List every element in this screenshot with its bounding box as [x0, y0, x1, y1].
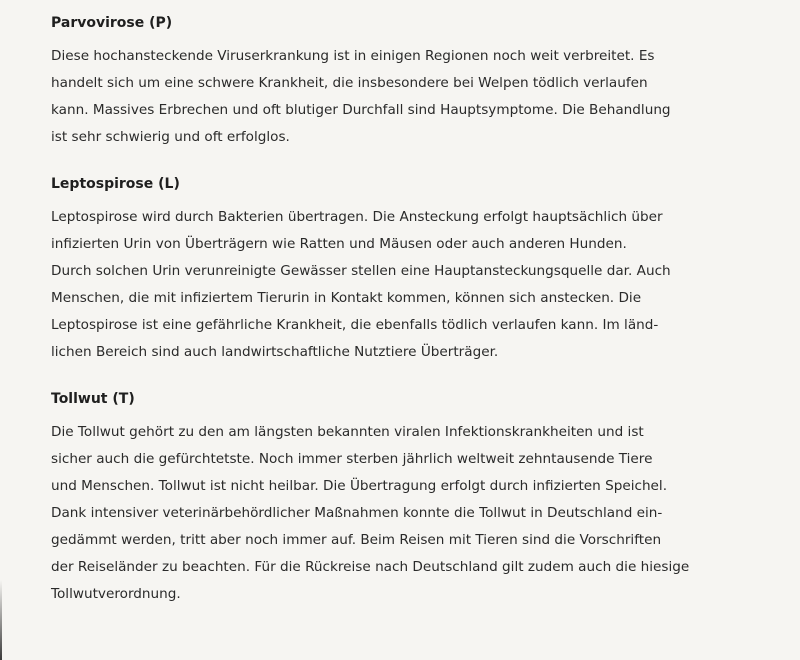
- paragraph-line: sicher auch die gefürchtetste. Noch immer sterben jährlich weltweit zehntausende Tiere: [51, 451, 653, 467]
- paragraph-line: kann. Massives Erbrechen und oft blutiger Durchfall sind Hauptsymptome. Die Behandlung: [51, 102, 671, 118]
- section-tollwut: [51, 388, 760, 608]
- paragraph-line: Leptospirose wird durch Bakterien übertragen. Die Ansteckung erfolgt hauptsächlich über: [51, 209, 663, 225]
- paragraph-line: ist sehr schwierig und oft erfolglos.: [51, 129, 290, 145]
- paragraph-line: lichen Bereich sind auch landwirtschaftliche Nutztiere Überträger.: [51, 344, 499, 360]
- paragraph-line: Diese hochansteckende Viruserkrankung ist in einigen Regionen noch weit verbreitet. Es: [51, 48, 655, 64]
- scan-edge-shadow: [0, 580, 2, 660]
- paragraph-line: Durch solchen Urin verunreinigte Gewässer stellen eine Hauptansteckungsquelle dar. Auch: [51, 263, 671, 279]
- paragraph-line: Leptospirose ist eine gefährliche Krankheit, die ebenfalls tödlich verlaufen kann. Im länd-: [51, 317, 659, 333]
- section-paragraph: [51, 419, 760, 608]
- paragraph-line: infizierten Urin von Überträgern wie Ratten und Mäusen oder auch anderen Hunden.: [51, 236, 627, 252]
- paragraph-line: und Menschen. Tollwut ist nicht heilbar. Die Übertragung erfolgt durch infizierten Speichel.: [51, 478, 668, 494]
- paragraph-line: Tollwutverordnung.: [51, 586, 181, 602]
- section-heading: Parvovirose (P): [51, 15, 173, 31]
- paragraph-line: Menschen, die mit infiziertem Tierurin in Kontakt kommen, können sich anstecken. Die: [51, 290, 642, 306]
- section-paragraph: [51, 204, 760, 366]
- section-parvovirose: [51, 12, 760, 151]
- section-heading: Tollwut (T): [51, 391, 135, 407]
- section-heading: Leptospirose (L): [51, 176, 180, 192]
- paragraph-line: gedämmt werden, tritt aber noch immer auf. Beim Reisen mit Tieren sind die Vorschriften: [51, 532, 662, 548]
- section-leptospirose: [51, 173, 760, 366]
- section-paragraph: [51, 43, 760, 151]
- paragraph-line: Die Tollwut gehört zu den am längsten bekannten viralen Infektionskrankheiten und ist: [51, 424, 644, 440]
- paragraph-line: Dank intensiver veterinärbehördlicher Maßnahmen konnte die Tollwut in Deutschland ein-: [51, 505, 663, 521]
- paragraph-line: handelt sich um eine schwere Krankheit, die insbesondere bei Welpen tödlich verlaufen: [51, 75, 648, 91]
- paragraph-line: der Reiseländer zu beachten. Für die Rückreise nach Deutschland gilt zudem auch die hiesige: [51, 559, 690, 575]
